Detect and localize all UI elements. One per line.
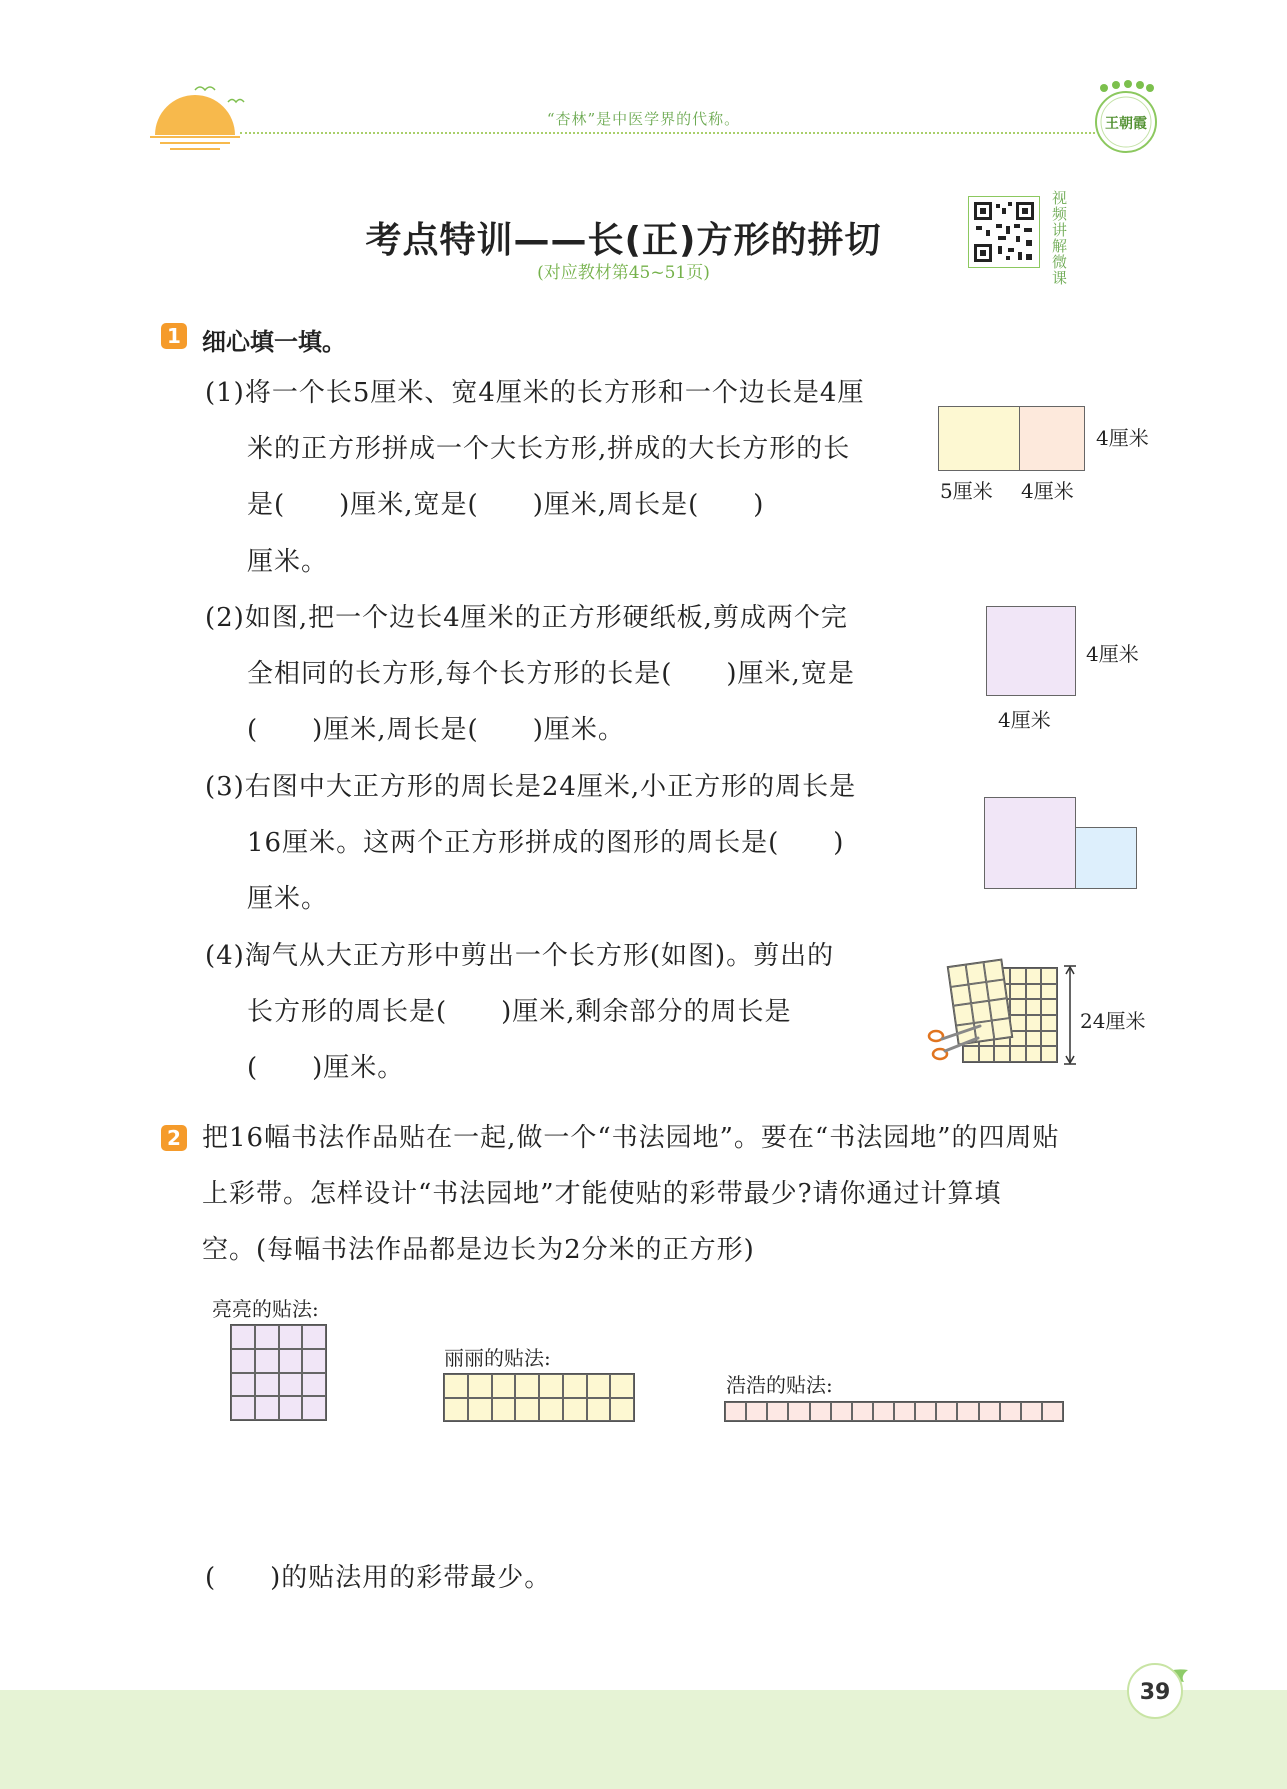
scissors-icon (926, 1022, 984, 1066)
q1-1-rectangle (938, 406, 1020, 471)
page-subtitle: (对应教材第45~51页) (537, 263, 710, 283)
q1-1-line-4: 厘米。 (247, 547, 329, 577)
haohao-grid (724, 1401, 1064, 1422)
qr-code-icon[interactable] (968, 196, 1040, 268)
q1-3-line-1: (3)右图中大正方形的周长是24厘米,小正方形的周长是 (205, 772, 857, 802)
q1-1-label-width: 4厘米 (1096, 426, 1149, 450)
lili-label: 丽丽的贴法: (444, 1346, 551, 1370)
brand-logo (1090, 80, 1162, 160)
q1-1-line-3: 是( )厘米,宽是( )厘米,周长是( ) (247, 490, 765, 520)
q2-line-3: 空。(每幅书法作品都是边长为2分米的正方形) (202, 1235, 755, 1265)
q1-1-line-1: (1)将一个长5厘米、宽4厘米的长方形和一个边长是4厘 (205, 378, 865, 408)
qr-label: 视频讲解微课 (1052, 189, 1068, 287)
q1-4-dimension-arrow (1062, 964, 1078, 1066)
q2-line-1: 把16幅书法作品贴在一起,做一个“书法园地”。要在“书法园地”的四周贴 (202, 1123, 1060, 1153)
liangliang-label: 亮亮的贴法: (212, 1297, 319, 1321)
haohao-label: 浩浩的贴法: (726, 1373, 833, 1397)
question-2-badge: 2 (161, 1125, 187, 1151)
page-number: 39 (1127, 1663, 1183, 1719)
q1-3-line-3: 厘米。 (247, 884, 329, 914)
page-title: 考点特训——长(正)方形的拼切 (365, 220, 882, 261)
q1-3-small-square (1075, 827, 1137, 889)
header-motto: “杏林”是中医学界的代称。 (546, 110, 741, 128)
q1-2-square (986, 606, 1076, 696)
sun-lines-decoration (150, 132, 240, 150)
q1-2-line-2: 全相同的长方形,每个长方形的长是( )厘米,宽是 (247, 659, 855, 689)
question-1-heading: 细心填一填。 (202, 328, 346, 356)
q1-2-label-side: 4厘米 (1086, 642, 1139, 666)
q1-2-line-3: ( )厘米,周长是( )厘米。 (247, 715, 625, 745)
q1-1-label-rect-length: 5厘米 (940, 479, 993, 503)
q1-2-line-1: (2)如图,把一个边长4厘米的正方形硬纸板,剪成两个完 (205, 603, 848, 633)
q1-4-line-3: ( )厘米。 (247, 1053, 405, 1083)
q1-4-label-side: 24厘米 (1080, 1009, 1146, 1033)
q2-answer: ( )的贴法用的彩带最少。 (205, 1563, 552, 1593)
footer-band (0, 1690, 1287, 1789)
q2-line-2: 上彩带。怎样设计“书法园地”才能使贴的彩带最少?请你通过计算填 (202, 1179, 1002, 1209)
logo-text: 王朝霞 (1105, 116, 1147, 132)
question-1-badge: 1 (161, 323, 187, 349)
q1-3-line-2: 16厘米。这两个正方形拼成的图形的周长是( ) (247, 828, 845, 858)
q1-4-line-1: (4)淘气从大正方形中剪出一个长方形(如图)。剪出的 (205, 941, 835, 971)
q1-1-label-square-side: 4厘米 (1021, 479, 1074, 503)
q1-3-big-square (984, 797, 1076, 889)
q1-4-line-2: 长方形的周长是( )厘米,剩余部分的周长是 (247, 997, 792, 1027)
lili-grid (443, 1373, 635, 1422)
q1-2-label-bottom: 4厘米 (998, 708, 1051, 732)
q1-1-square (1019, 406, 1085, 471)
liangliang-grid (230, 1324, 327, 1421)
q1-1-line-2: 米的正方形拼成一个大长方形,拼成的大长方形的长 (247, 434, 851, 464)
header-divider (240, 132, 1095, 134)
